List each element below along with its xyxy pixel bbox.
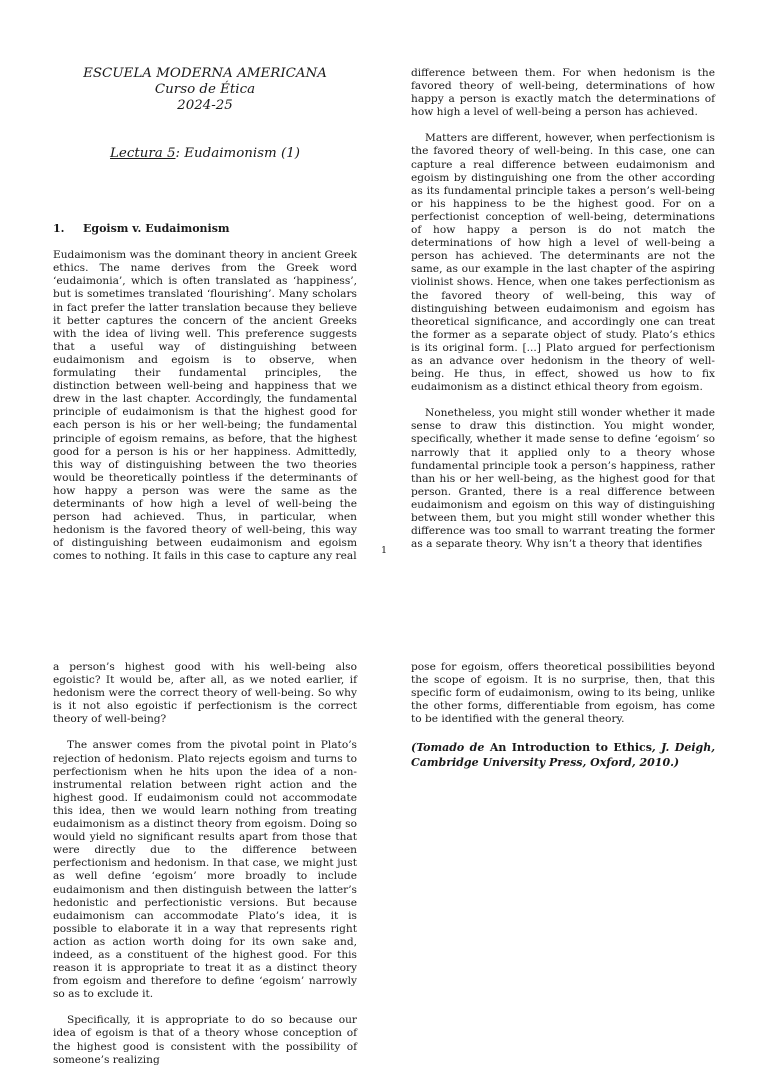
paragraph: pose for egoism, offers theoretical possibilities beyond the scope of egoism. It is no surprise, then, that this specific form of eudaimonism, owing to its being, unlike the other forms, differentiable from egoism, has come to be identified with the general theory. (411, 661, 715, 726)
document-header (53, 66, 357, 114)
section-number: 1. (53, 222, 65, 236)
page1-right-column (411, 67, 715, 551)
academic-year: 2024-25 (177, 98, 233, 113)
course-name: Curso de Ética (154, 82, 256, 97)
paragraph: Matters are different, however, when perfectionism is the favored theory of well-being. In this case, one can capture a real difference between eudaimonism and egoism by distinguishing one from the other according as its fundamental principle takes a person’s well-being or his happiness to be the highest good. For on a perfectionist conception of well-being, determinations of how happy a person is do not match the determinations of how high a level of well-being a person has achieved. The determinants are not the same, as our example in the last chapter of the aspiring violinist shows. Hence, when one takes perfectionism as the favored theory of well-being, this way of distinguishing between eudaimonism and egoism has theoretical significance, and accordingly one can treat the former as a separate object of study. Plato’s ethics is its original form. [...] Plato argued for perfectionism as an advance over hedonism in the theory of well-being. He thus, in effect, showed us how to fix eudaimonism as a distinct ethical theory from egoism. (411, 132, 715, 394)
page-gap (0, 570, 768, 650)
page2-right-column (411, 661, 715, 770)
paragraph: a person’s highest good with his well-being also egoistic? It would be, after all, as we noted earlier, if hedonism were the correct theory of well-being. So why is it not also egoistic if perfectionism is the correct theory of well-being? (53, 661, 357, 726)
paragraph: difference between them. For when hedonism is the favored theory of well-being, determinations of how happy a person is exactly match the determinations of how high a level of well-being a person has achieved. (411, 67, 715, 119)
citation-prefix: (Tomado de (411, 741, 490, 755)
paragraph: The answer comes from the pivotal point in Plato’s rejection of hedonism. Plato rejects egoism and turns to perfectionism when he hits upon the idea of a non-instrumental relation between right action and the highest good. If eudaimonism could not accommodate this idea, then we would learn nothing from treating eudaimonism as a distinct theory from egoism. Doing so would yield no significant results apart from those that were directly due to the difference between perfectionism and hedonism. In that case, we might just as well define ‘egoism’ more broadly to include eudaimonism and then distinguish between the latter’s hedonistic and perfectionistic versions. But because eudaimonism can accommodate Plato’s idea, it is possible to elaborate it in a way that represents right action as action worth doing for its own sake and, indeed, as a constituent of the highest good. For this reason it is appropriate to treat it as a distinct theory from egoism and therefore to define ‘egoism’ narrowly so as to exclude it. (53, 739, 357, 1001)
lecture-label: Lectura 5 (110, 146, 176, 161)
page2-left-column (53, 661, 357, 1066)
school-name: ESCUELA MODERNA AMERICANA (83, 66, 327, 81)
citation-suffix: , J. Deigh, Cambridge University Press, Oxford, 2010.) (411, 741, 716, 770)
section-title: Egoism v. Eudaimonism (83, 222, 230, 236)
paragraph: Eudaimonism was the dominant theory in ancient Greek ethics. The name derives from the Greek word ‘eudaimonia’, which is often translated as ‘happiness’, but is sometimes translated ‘flourishing’. Many scholars in fact prefer the latter translation because they believe it better captures the concern of the ancient Greeks with the idea of living well. This preference suggests that a useful way of distinguishing between eudaimonism and egoism is to observe, when formulating their fundamental principles, the distinction between well-being and happiness that we drew in the last chapter. Accordingly, the fundamental principle of eudaimonism is that the highest good for each person is his or her well-being; the fundamental principle of egoism remains, as before, that the highest good for a person is his or her happiness. Admittedly, this way of distinguishing between the two theories would be theoretically pointless if the determinants of how happy a person was were the same as the determinants of how high a level of well-being the person had achieved. Thus, in particular, when hedonism is the favored theory of well-being, this way of distinguishing between eudaimonism and egoism comes to nothing. It fails in this case to capture any real (53, 249, 357, 563)
paragraph: Nonetheless, you might still wonder whether it made sense to draw this distinction. You might wonder, specifically, whether it made sense to define ‘egoism’ so narrowly that it applied only to a theory whose fundamental principle took a person’s happiness, rather than his or her well-being, as the highest good for that person. Granted, there is a real difference between eudaimonism and egoism on this way of distinguishing between them, but you might still wonder whether this difference was too small to warrant treating the former as a separate theory. Why isn’t a theory that identifies (411, 407, 715, 551)
page1-left-column (53, 66, 357, 563)
paragraph: Specifically, it is appropriate to do so because our idea of egoism is that of a theory whose conception of the highest good is consistent with the possibility of someone’s realizing (53, 1014, 357, 1066)
citation-book: An Introduction to Ethics (489, 741, 652, 755)
citation (411, 740, 715, 770)
lecture-title (53, 147, 357, 160)
lecture-name: : Eudaimonism (1) (175, 146, 300, 161)
section-heading (53, 222, 357, 235)
page-number: 1 (380, 545, 388, 556)
